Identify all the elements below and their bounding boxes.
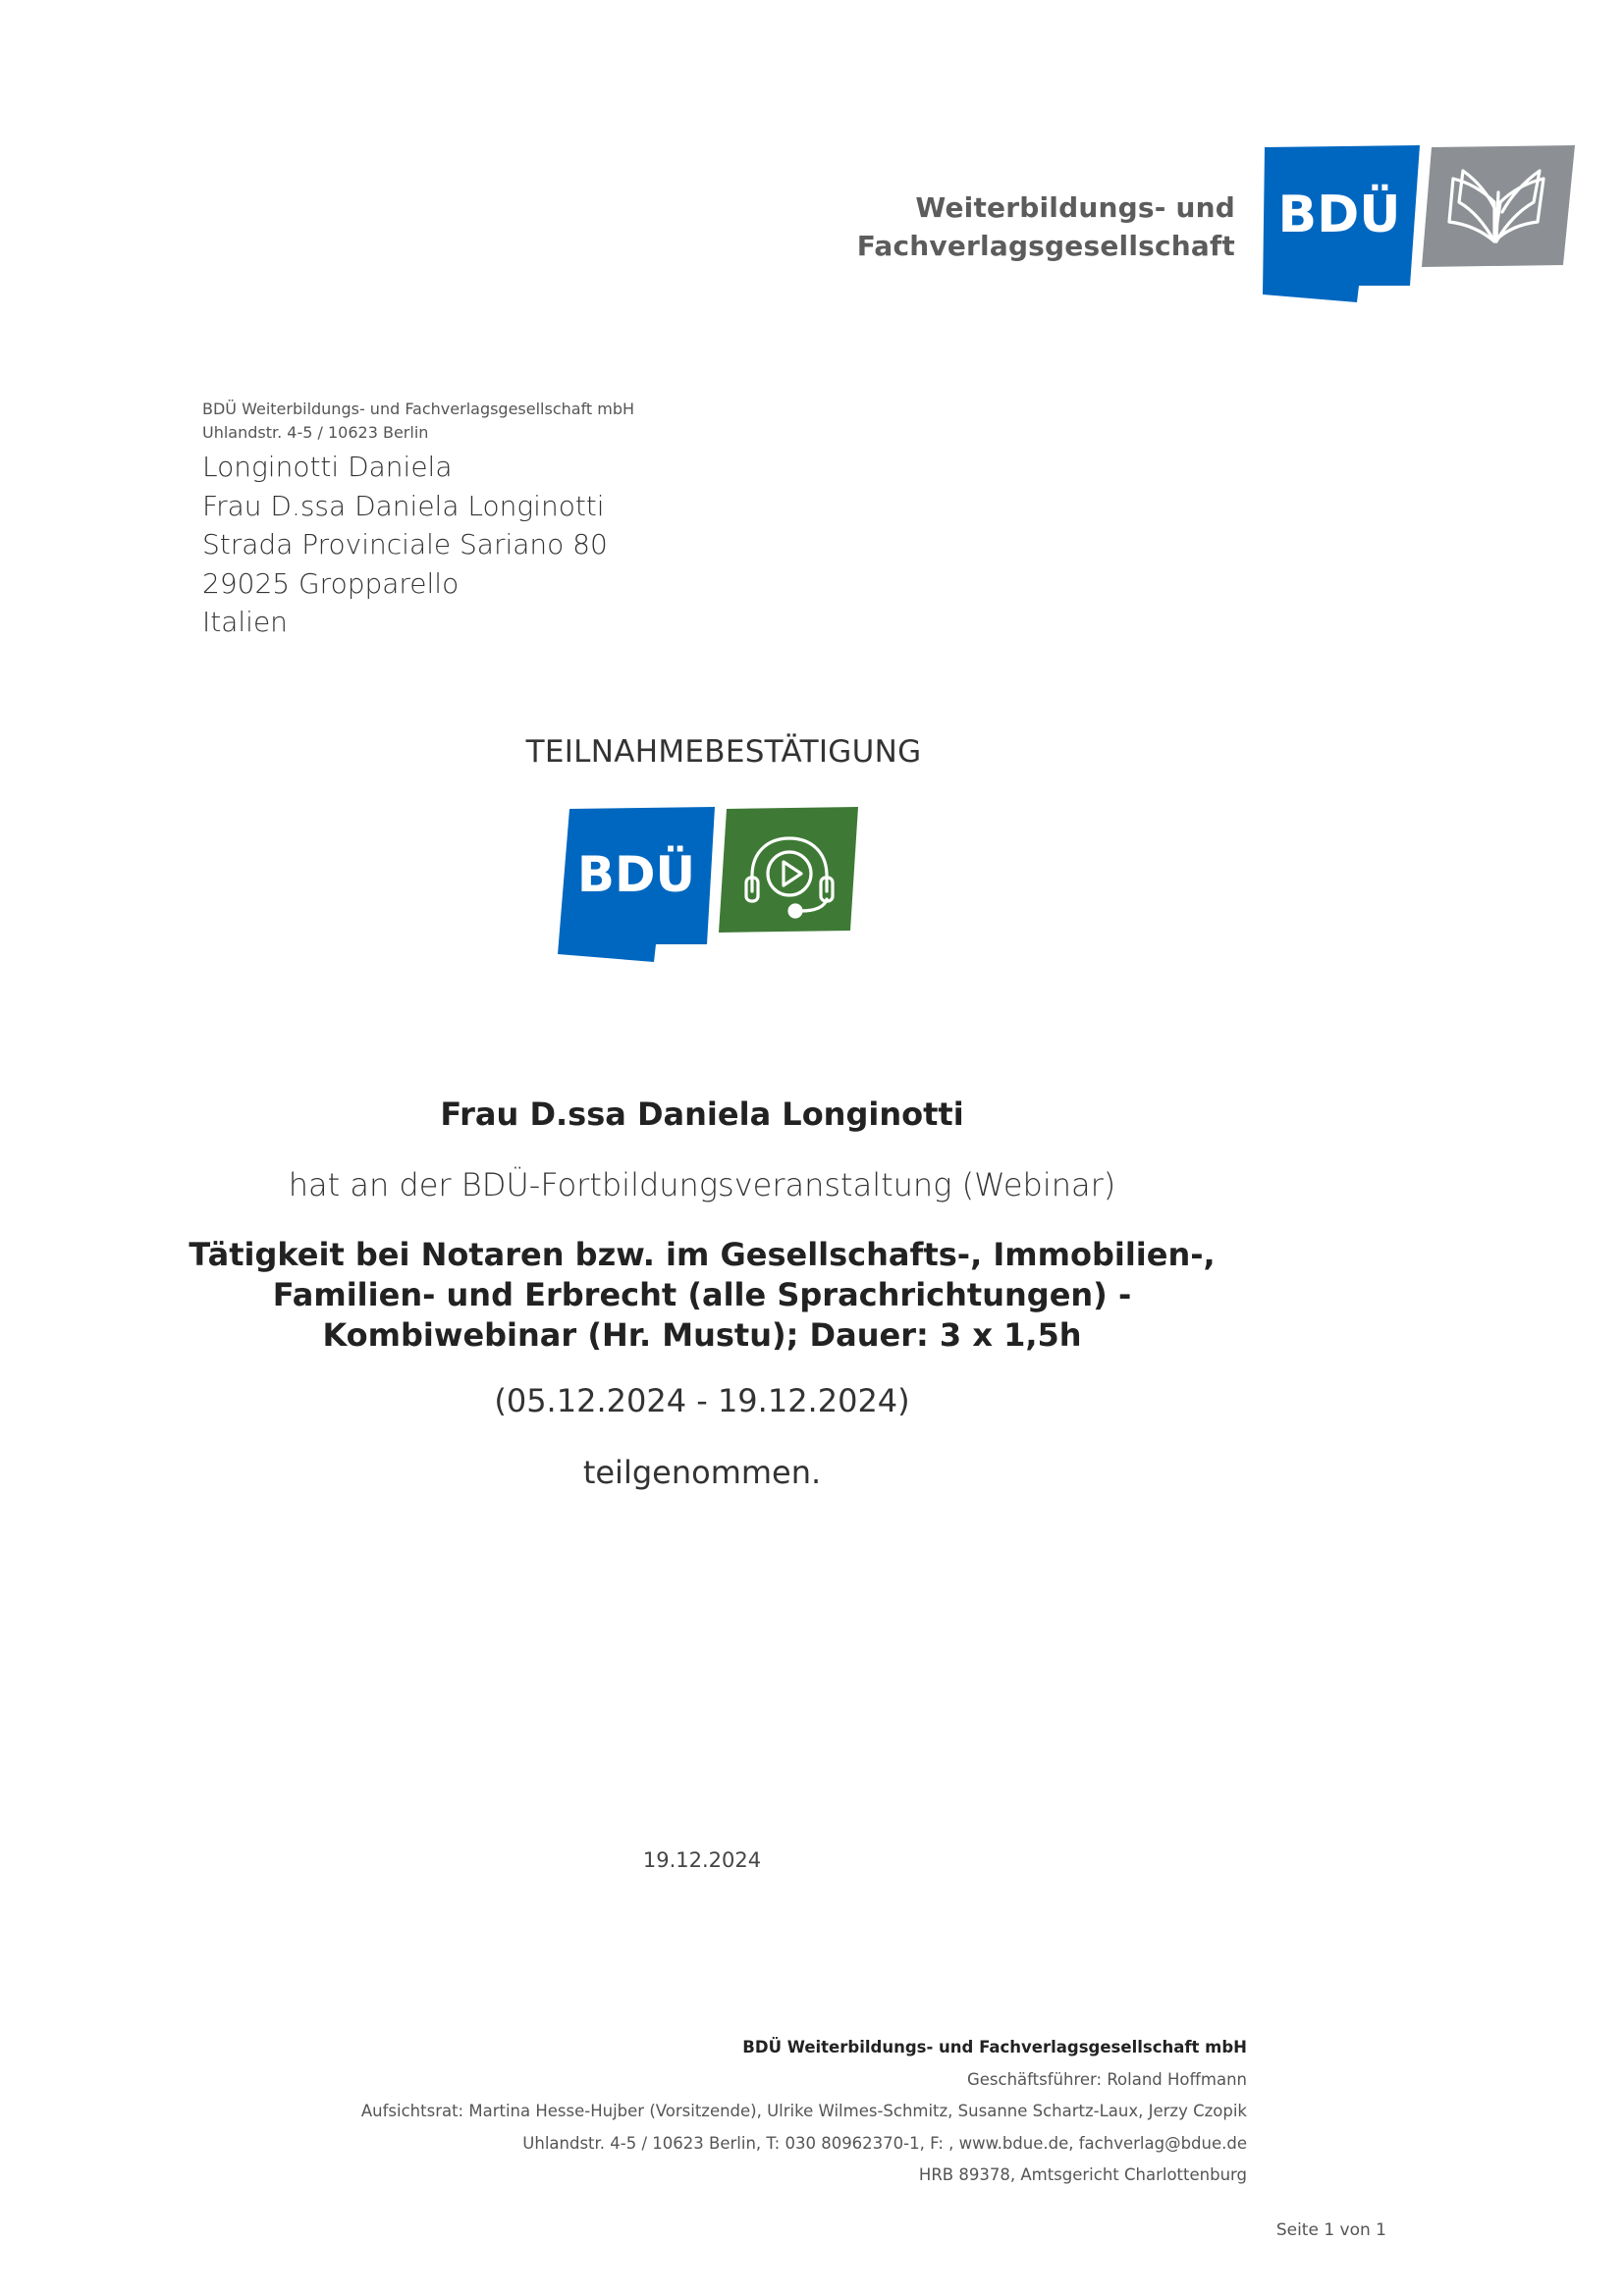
recipient-line-3: Strada Provinciale Sariano 80 — [202, 528, 608, 561]
footer — [361, 2032, 1247, 2192]
document-title: TEILNAHMEBESTÄTIGUNG — [525, 734, 922, 770]
bdue-logo — [1263, 145, 1575, 306]
sender-address — [202, 398, 634, 445]
recipient-line-2: Frau D.ssa Daniela Longinotti — [202, 489, 605, 522]
closing-text: teilgenommen. — [582, 1454, 822, 1491]
logo-text: BDÜ — [1277, 186, 1401, 244]
recipient-address — [202, 448, 608, 642]
footer-board: Aufsichtsrat: Martina Hesse-Hujber (Vorsitzende), Ulrike Wilmes-Schmitz, Susanne Schartz-Laux, Jerzy Czopik — [360, 2102, 1247, 2120]
bdue-webinar-logo — [558, 807, 860, 964]
course-title-line-1: Tätigkeit bei Notaren bzw. im Gesellschafts-, Immobilien-, — [189, 1236, 1216, 1273]
wordmark-line-2: Fachverlagsgesellschaft — [856, 230, 1235, 262]
issue-date: 19.12.2024 — [642, 1848, 762, 1872]
header-wordmark — [857, 188, 1235, 265]
sender-line-2: Uhlandstr. 4-5 / 10623 Berlin — [202, 423, 429, 442]
course-period: (05.12.2024 - 19.12.2024) — [494, 1382, 910, 1419]
course-title — [0, 1235, 1404, 1356]
footer-company: BDÜ Weiterbildungs- und Fachverlagsgesellschaft mbH — [742, 2038, 1247, 2056]
wordmark-line-1: Weiterbildungs- und — [915, 191, 1235, 224]
webinar-logo-text: BDÜ — [576, 846, 696, 903]
sender-line-1: BDÜ Weiterbildungs- und Fachverlagsgesellschaft mbH — [202, 400, 635, 418]
footer-register: HRB 89378, Amtsgericht Charlottenburg — [918, 2165, 1247, 2184]
course-title-line-2: Familien- und Erbrecht (alle Sprachrichtungen) - — [272, 1276, 1132, 1313]
course-title-line-3: Kombiwebinar (Hr. Mustu); Dauer: 3 x 1,5h — [322, 1316, 1082, 1354]
page-number: Seite 1 von 1 — [1275, 2220, 1386, 2240]
intro-text: hat an der BDÜ-Fortbildungsveranstaltung (Webinar) — [288, 1166, 1116, 1203]
recipient-line-5: Italien — [202, 606, 288, 638]
participant-name: Frau D.ssa Daniela Longinotti — [440, 1095, 964, 1133]
recipient-line-1: Longinotti Daniela — [202, 451, 453, 483]
footer-contact: Uhlandstr. 4-5 / 10623 Berlin, T: 030 80962370-1, F: , www.bdue.de, fachverlag@bdue.de — [522, 2133, 1247, 2153]
footer-managing-director: Geschäftsführer: Roland Hoffmann — [966, 2069, 1247, 2089]
recipient-line-4: 29025 Gropparello — [202, 566, 460, 600]
